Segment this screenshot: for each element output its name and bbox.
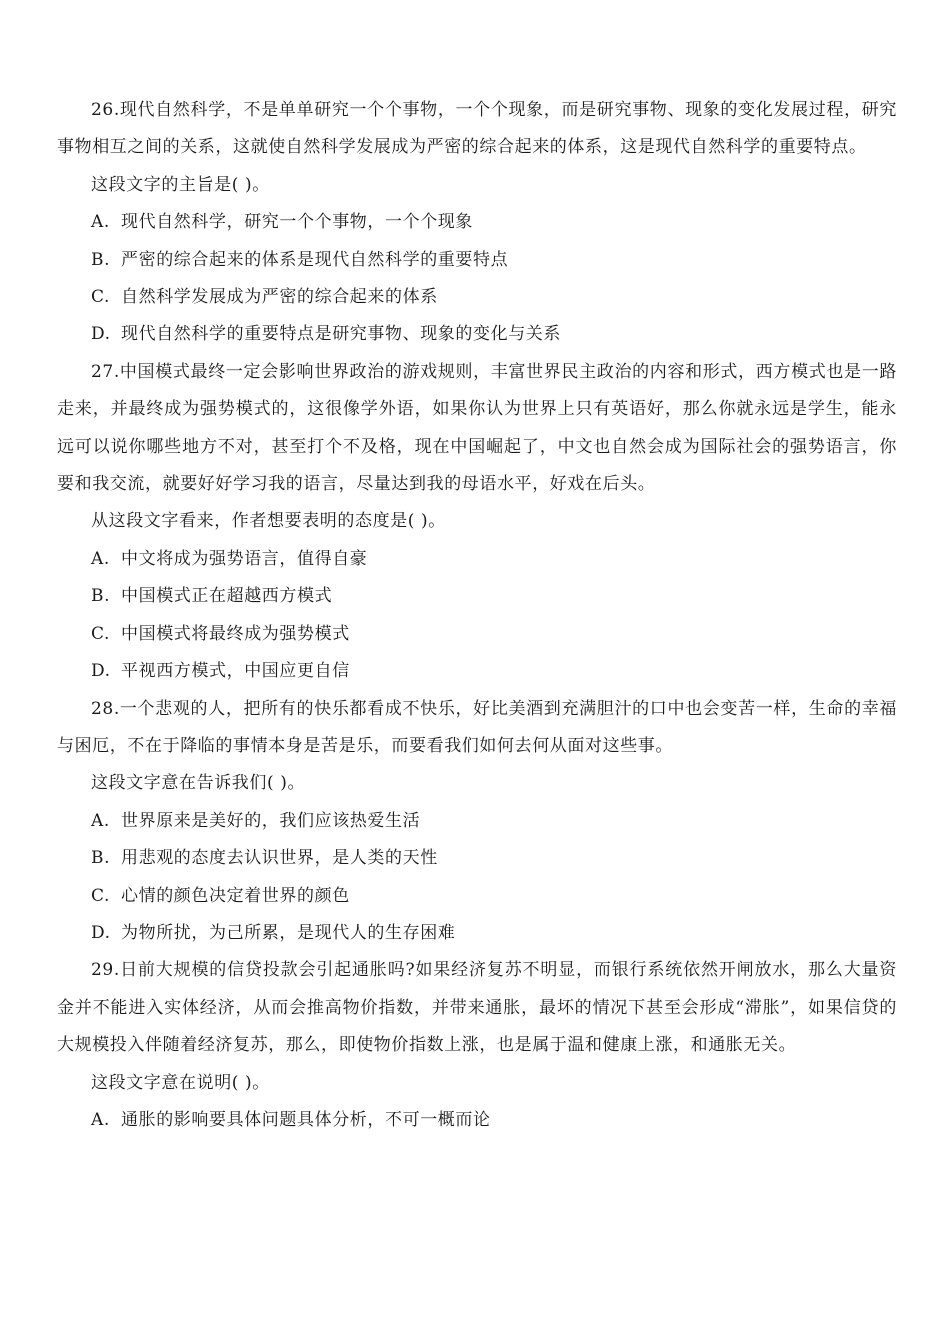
question-stem: 26.现代自然科学，不是单单研究一个个事物，一个个现象，而是研究事物、现象的变化发展过程，研究事物相互之间的关系，这就使自然科学发展成为严密的综合起来的体系，这是现代自然科学的重要特点。 [57,100,897,158]
option-text: 中国模式将最终成为强势模式 [121,623,350,644]
option-letter: C. [91,287,111,308]
option-text: 通胀的影响要具体问题具体分析，不可一概而论 [121,1109,491,1130]
option-text: 中文将成为强势语言，值得自豪 [121,548,368,569]
option-letter: B. [91,586,111,607]
question-prompt: 这段文字意在告诉我们( )。 [91,773,306,794]
option-d [57,316,897,353]
option-letter: A. [91,810,110,831]
option-letter: A. [91,212,110,233]
option-text: 平视西方模式，中国应更自信 [121,661,350,682]
option-c [57,616,897,653]
option-letter: B. [91,249,111,270]
option-d [57,653,897,690]
option-letter: D. [91,922,111,943]
option-text: 现代自然科学，研究一个个事物，一个个现象 [121,212,473,233]
option-c [57,878,897,915]
question-stem: 29.日前大规模的信贷投款会引起通胀吗?如果经济复苏不明显，而银行系统依然开闸放水，那么大量资金并不能进入实体经济，从而会推高物价指数，并带来通胀，最坏的情况下甚至会形成“滞胀”，如果信贷的大规模投入伴随着经济复苏，那么，即使物价指数上涨，也是属于温和健康上涨，和通胀无关。 [57,960,897,1056]
option-letter: A. [91,1109,110,1130]
question-prompt: 这段文字的主旨是( )。 [91,174,270,195]
option-a [57,1102,897,1139]
option-b [57,840,897,877]
option-text: 严密的综合起来的体系是现代自然科学的重要特点 [121,249,509,270]
option-text: 自然科学发展成为严密的综合起来的体系 [121,287,438,308]
option-b [57,242,897,279]
option-text: 用悲观的态度去认识世界，是人类的天性 [121,848,438,869]
option-text: 心情的颜色决定着世界的颜色 [121,885,350,906]
option-a [57,541,897,578]
option-b [57,578,897,615]
option-text: 中国模式正在超越西方模式 [121,586,333,607]
option-d [57,915,897,952]
question-stem: 27.中国模式最终一定会影响世界政治的游戏规则，丰富世界民主政治的内容和形式，西方模式也是一路走来，并最终成为强势模式的，这很像学外语，如果你认为世界上只有英语好，那么你就永远是学生，能永远可以说你哪些地方不对，甚至打个不及格，现在中国崛起了，中文也自然会成为国际社会的强势语言，你要和我交流，就要好好学习我的语言，尽量达到我的母语水平，好戏在后头。 [57,361,897,495]
option-letter: D. [91,324,111,345]
option-a [57,803,897,840]
option-letter: C. [91,623,111,644]
option-text: 为物所扰，为己所累，是现代人的生存困难 [121,922,456,943]
question-29 [57,952,897,1139]
option-a [57,204,897,241]
option-letter: D. [91,661,111,682]
option-text: 世界原来是美好的，我们应该热爱生活 [121,810,421,831]
option-letter: C. [91,885,111,906]
question-28 [57,691,897,953]
option-text: 现代自然科学的重要特点是研究事物、现象的变化与关系 [121,324,561,345]
question-list [57,92,897,1139]
option-letter: A. [91,548,110,569]
question-prompt: 从这段文字看来，作者想要表明的态度是( )。 [91,511,446,532]
option-c [57,279,897,316]
option-letter: B. [91,848,111,869]
question-prompt: 这段文字意在说明( )。 [91,1072,270,1093]
question-26 [57,92,897,354]
question-27 [57,354,897,691]
question-stem: 28.一个悲观的人，把所有的快乐都看成不快乐，好比美酒到充满胆汁的口中也会变苦一样，生命的幸福与困厄，不在于降临的事情本身是苦是乐，而要看我们如何去何从面对这些事。 [57,698,897,756]
